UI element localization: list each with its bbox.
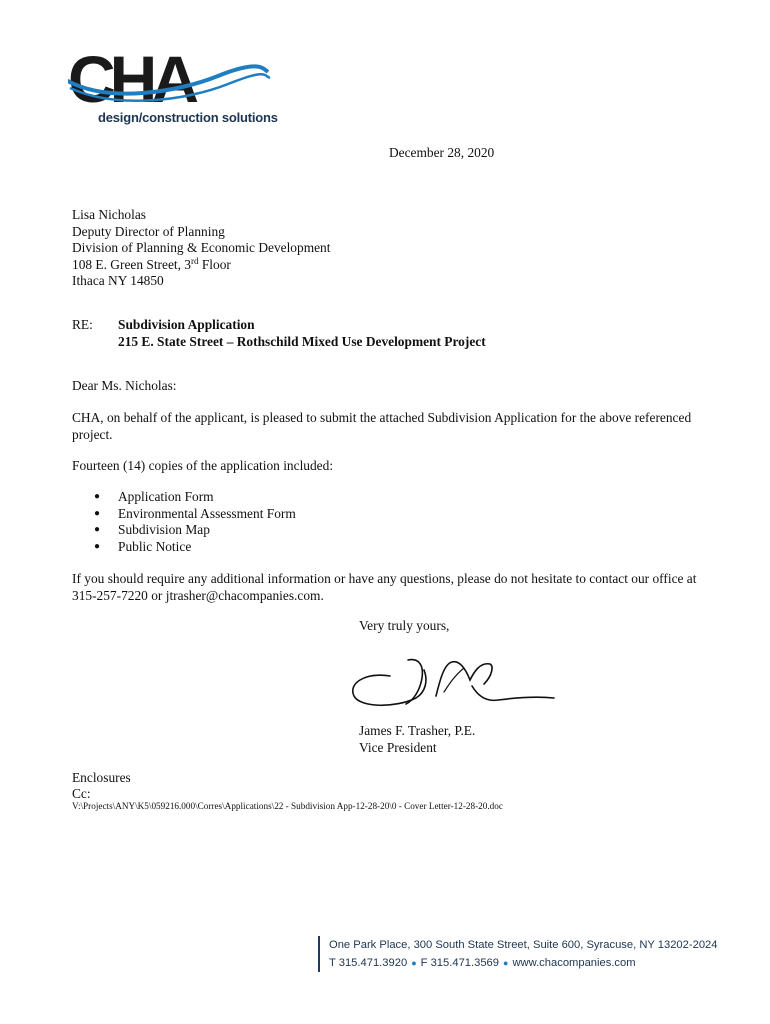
list-item — [94, 539, 296, 556]
footer-website[interactable]: www.chacompanies.com — [512, 957, 636, 969]
letterhead-footer — [318, 936, 718, 972]
company-logo — [68, 42, 278, 132]
recipient-name: Lisa Nicholas — [72, 207, 147, 222]
paragraph-line — [72, 588, 696, 605]
list-item-label: Environmental Assessment Form — [118, 505, 296, 521]
closing: Very truly yours, — [359, 618, 450, 633]
street-suffix: Floor — [198, 256, 231, 272]
bullet-icon: ● — [94, 507, 101, 519]
enclosed-items-list — [94, 489, 296, 555]
recipient-address — [72, 207, 330, 290]
list-item-label: Subdivision Map — [118, 522, 210, 537]
signer-name: James F. Trasher, P.E. — [359, 723, 476, 738]
re-line-1: Subdivision Application — [118, 317, 255, 332]
salutation: Dear Ms. Nicholas: — [72, 378, 177, 393]
enclosures-label: Enclosures — [72, 770, 131, 785]
footer-address: One Park Place, 300 South State Street, Suite 600, Syracuse, NY 13202-2024 — [329, 939, 718, 951]
re-label: RE: — [72, 317, 93, 332]
body-paragraph-3 — [72, 571, 696, 604]
signer-title: Vice President — [359, 739, 437, 755]
list-item-label: Public Notice — [118, 538, 192, 554]
logo-letters: CHA — [68, 42, 193, 112]
handwritten-signature — [344, 650, 558, 714]
recipient-street — [72, 257, 330, 274]
footer-contact — [329, 954, 709, 972]
bullet-icon: ● — [94, 491, 101, 502]
re-line-2: 215 E. State Street – Rothschild Mixed Use Development Project — [118, 333, 486, 349]
bullet-icon: ● — [94, 540, 101, 552]
bullet-icon: ● — [94, 524, 101, 535]
body-paragraph-1 — [72, 410, 691, 443]
bullet-separator-icon: ● — [411, 958, 417, 968]
list-item — [94, 489, 296, 506]
footer-phone: T 315.471.3920 — [329, 957, 408, 969]
cc-label: Cc: — [72, 786, 91, 801]
file-path: V:\Projects\ANY\K5\059216.000\Corres\Applications\22 - Subdivision App-12-28-20\0 - Cover Letter-12-28-20.doc — [72, 801, 503, 811]
bullet-separator-icon: ● — [503, 958, 509, 968]
paragraph-line: If you should require any additional information or have any questions, please do not hesitate to contact our office at — [72, 571, 697, 586]
signer-block — [359, 723, 475, 756]
list-item-label: Application Form — [118, 489, 214, 504]
recipient-department: Division of Planning & Economic Development — [72, 240, 331, 255]
logo-tagline: design/construction solutions — [98, 110, 278, 125]
recipient-title: Deputy Director of Planning — [72, 223, 225, 239]
list-item — [94, 506, 296, 523]
street-text: 108 E. Green Street, 3 — [72, 256, 191, 272]
body-paragraph-2: Fourteen (14) copies of the application included: — [72, 458, 334, 473]
re-subject — [118, 317, 486, 350]
list-item — [94, 522, 296, 539]
paragraph-line: CHA, on behalf of the applicant, is pleased to submit the attached Subdivision Application for the above referenced — [72, 410, 692, 425]
letter-date: December 28, 2020 — [389, 145, 495, 160]
paragraph-line: project. — [72, 426, 113, 442]
contact-details: 315-257-7220 or jtrasher@chacompanies.com. — [72, 587, 324, 603]
cha-logo-mark — [68, 42, 278, 112]
recipient-city: Ithaca NY 14850 — [72, 273, 164, 288]
footer-fax: F 315.471.3569 — [420, 957, 500, 969]
street-superscript: rd — [191, 255, 199, 266]
